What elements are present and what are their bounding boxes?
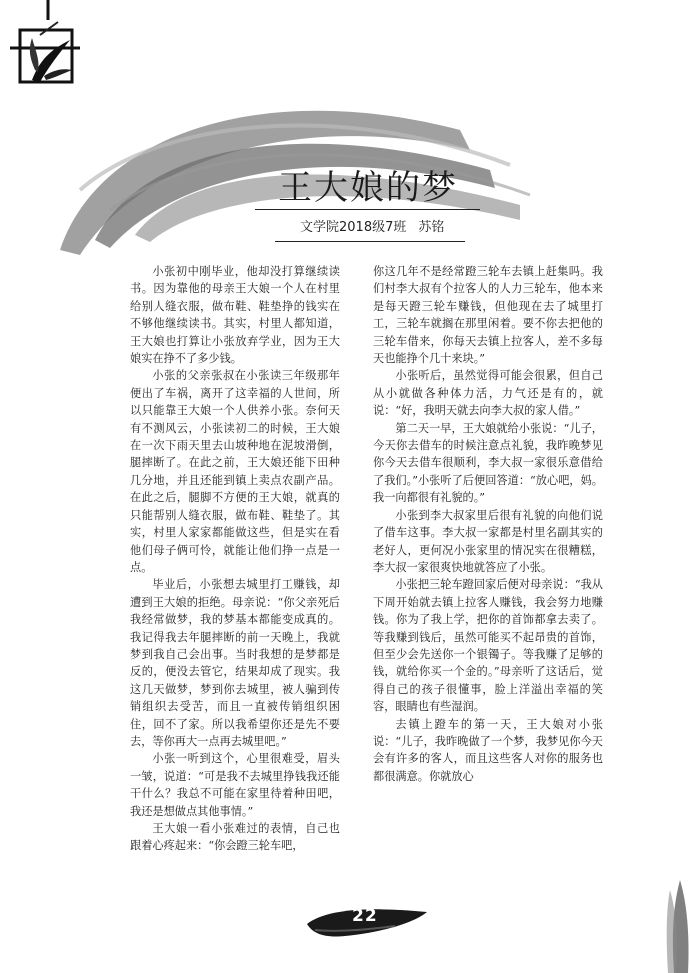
title-underline [255,209,480,210]
left-column [130,263,340,855]
paragraph: 小张把三轮车蹬回家后便对母亲说：“我从下周开始就去镇上拉客人赚钱，我会努力地赚钱。你为了我上学，把你的首饰都拿去卖了。等我赚到钱后，虽然可能买不起昂贵的首饰，但至少会先送你一个银镯子。等我赚了足够的钱，就给你买一个金的。”母亲听了这话后，觉得自己的孩子很懂事，脸上洋溢出幸福的笑容，眼睛也有些湿润。 [373,578,603,714]
paragraph: 王大娘一看小张难过的表情，自己也跟着心疼起来：“你会蹬三轮车吧， [130,822,340,853]
paragraph: 去镇上蹬车的第一天，王大娘对小张说：“儿子，我昨晚做了一个梦，我梦见你今天会有许多的客人，而且这些客人对你的服务也都很满意。你就放心 [373,717,603,783]
byline-affiliation: 文学院2018级7班 [300,220,407,235]
paragraph: 小张一听到这个，心里很难受，眉头一皱，说道：“可是我不去城里挣钱我还能干什么？我总不可能在家里待着种田吧，我还是想做点其他事情。” [130,752,340,818]
edge-brush-decoration [666,880,690,973]
byline [300,216,444,235]
byline-underline [275,241,465,242]
paragraph: 小张的父亲张叔在小张读三年级那年便出了车祸，离开了这幸福的人世间，所以只能靠王大娘一个人供养小张。奈何天有不测风云，小张读初二的时候，王大娘在一次下雨天里去山坡种地在泥坡滑倒，腿摔断了。在此之前，王大娘还能下田种几分地，并且还能到镇上卖点农副产品。在此之后，腿脚不方便的王大娘，就真的只能帮别人缝衣服，做布鞋、鞋垫了。其实，村里人家家都能做这些，但是实在看他们母子俩可怜，就能让他们挣一点是一点。 [130,369,340,574]
paragraph: 小张听后，虽然觉得可能会很累，但自己从小就做各种体力活，力气还是有的，就说：“好，我明天就去向李大叔的家人借。” [373,369,603,418]
paragraph: 第二天一早，王大娘就给小张说：“儿子，今天你去借车的时候注意点礼貌，我昨晚梦见你今天去借车很顺利，李大叔一家很乐意借给了我们。”小张听了后便回答道：“放心吧，妈。我一向都很有礼貌的。” [373,421,603,505]
paragraph: 小张到李大叔家里后很有礼貌的向他们说了借车这事。李大叔一家都是村里名副其实的老好人，更何况小张家里的情况实在很糟糕，李大叔一家很爽快地就答应了小张。 [373,508,603,574]
article-title: 王大娘的梦 [278,168,458,208]
paragraph: 毕业后，小张想去城里打工赚钱，却遭到王大娘的拒绝。母亲说：“你父亲死后我经常做梦，我的梦基本都能变成真的。我记得我去年腿摔断的前一天晚上，我就梦到我自己会出事。当时我想的是梦都是反的，便没去管它，结果却成了现实。我这几天做梦，梦到你去城里，被人骗到传销组织去受苦，而且一直被传销组织困住，回不了家。所以我希望你还是先不要去，等你再大一点再去城里吧。” [130,578,340,748]
right-column [373,263,603,785]
paragraph: 你这几年不是经常蹬三轮车去镇上赶集吗。我们村李大叔有个拉客人的人力三轮车，他本来是每天蹬三轮车赚钱，但他现在去了城里打工，三轮车就搁在那里闲着。要不你去把他的三轮车借来，你每天去镇上拉客人，差不多每天也能挣个几十来块。” [373,265,603,366]
paragraph: 小张初中刚毕业，他却没打算继续读书。因为靠他的母亲王大娘一个人在村里给别人缝衣服，做布鞋、鞋垫挣的钱实在不够他继续读书。其实，村里人都知道，王大娘也打算让小张放弃学业，因为王大娘实在挣不了多少钱。 [130,265,340,366]
page-number: 22 [352,906,378,926]
byline-author: 苏铭 [418,220,445,235]
